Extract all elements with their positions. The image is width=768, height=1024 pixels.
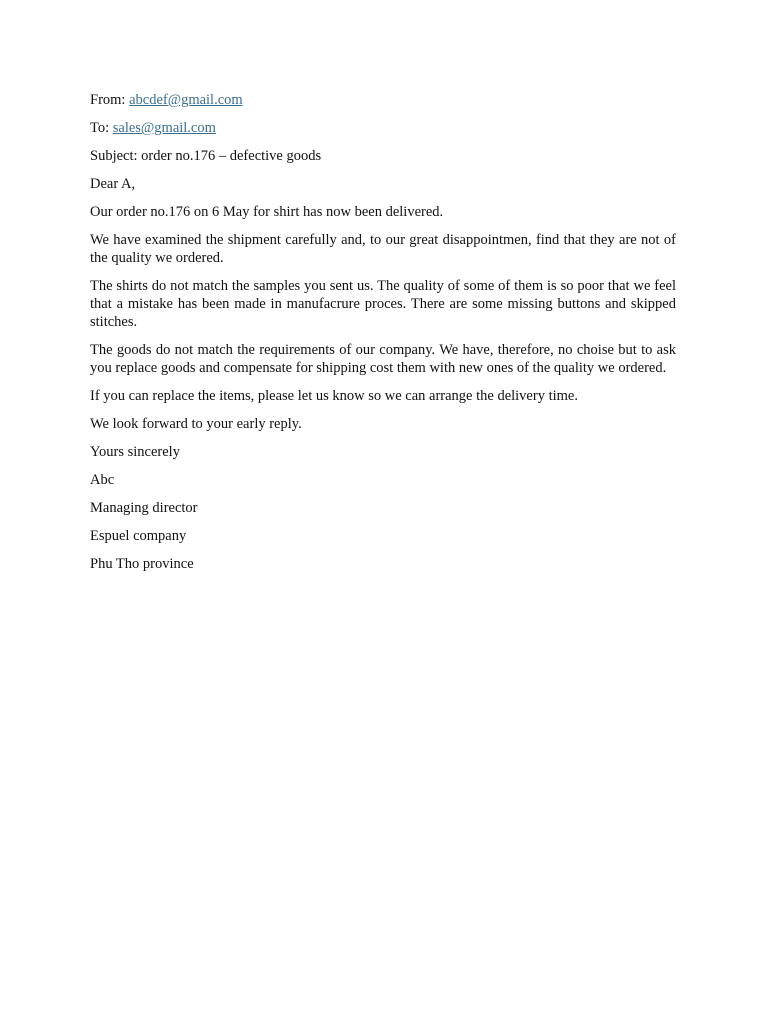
signer-company: Espuel company (90, 528, 187, 544)
paragraph-reply: We look forward to your early reply. (90, 416, 302, 432)
paragraph-requirements: The goods do not match the requirements of our company. We have, therefore, no choise but to ask you replace goods and compensate for shipping cost them with new ones of the quality we ordered. (90, 342, 676, 376)
to-email-link[interactable]: sales@gmail.com (112, 120, 216, 136)
from-email-link[interactable]: abcdef@gmail.com (129, 92, 243, 108)
signer-location: Phu Tho province (90, 556, 194, 572)
from-label: From: (90, 92, 130, 108)
greeting: Dear A, (90, 176, 136, 192)
paragraph-delivery: Our order no.176 on 6 May for shirt has now been delivered. (90, 204, 444, 220)
closing: Yours sincerely (90, 444, 180, 460)
paragraph-examined: We have examined the shipment carefully and, to our great disappointmen, find that they are not of the quality we ordered. (90, 232, 676, 266)
to-label: To: (90, 120, 113, 136)
signer-name: Abc (90, 472, 115, 488)
paragraph-quality: The shirts do not match the samples you sent us. The quality of some of them is so poor that we feel that a mistake has been made in manufacrure proces. There are some missing buttons and skipped stitches. (90, 278, 676, 330)
subject-line: Subject: order no.176 – defective goods (90, 148, 322, 164)
from-line (90, 91, 676, 109)
paragraph-replace: If you can replace the items, please let us know so we can arrange the delivery time. (90, 388, 578, 404)
signer-title: Managing director (90, 500, 198, 516)
to-line (90, 119, 676, 137)
